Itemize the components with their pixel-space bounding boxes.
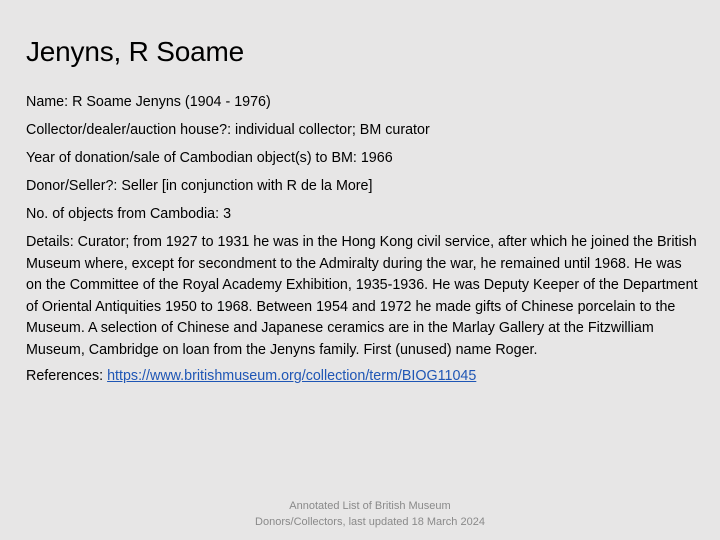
references-field	[26, 366, 698, 388]
donor-seller-value: Seller [in conjunction with R de la More]	[121, 178, 373, 194]
name-value: R Soame Jenyns (1904 - 1976)	[72, 94, 271, 110]
details-label: Details:	[26, 234, 74, 250]
donor-seller-field	[26, 176, 698, 198]
collector-type-field	[26, 120, 698, 142]
object-count-value: 3	[223, 206, 232, 222]
year-value: 1966	[360, 150, 393, 166]
details-field	[26, 232, 698, 361]
collector-type-value: individual collector; BM curator	[235, 122, 430, 138]
object-count-field	[26, 204, 698, 226]
collector-type-label: Collector/dealer/auction house?:	[26, 122, 232, 138]
footer-line-1: Annotated List of British Museum	[289, 500, 451, 512]
footer	[0, 498, 720, 530]
slide-body	[26, 92, 698, 394]
footer-line-2: Donors/Collectors, last updated 18 March 2024	[255, 516, 485, 528]
name-label: Name:	[26, 94, 69, 110]
details-value: Curator; from 1927 to 1931 he was in the Hong Kong civil service, after which he joined the British Museum where, except for secondment to the Admiralty during the war, he remained until 1968. He was on the Committee of the Royal Academy Exhibition, 1935-1936. He was Deputy Keeper of the Department of Oriental Antiquities 1950 to 1968. Between 1954 and 1972 he made gifts of Chinese porcelain to the Museum. A selection of Chinese and Japanese ceramics are in the Marlay Gallery at the Fitzwilliam Museum, Cambridge on loan from the Jenyns family. First (unused) name Roger.	[26, 234, 698, 358]
reference-link[interactable]: https://www.britishmuseum.org/collection/term/BIOG11045	[107, 368, 477, 384]
references-label: References:	[26, 368, 104, 384]
year-field	[26, 148, 698, 170]
donor-seller-label: Donor/Seller?:	[26, 178, 118, 194]
year-label: Year of donation/sale of Cambodian object(s) to BM:	[26, 150, 357, 166]
page-title: Jenyns, R Soame	[26, 36, 244, 67]
name-field	[26, 92, 698, 114]
object-count-label: No. of objects from Cambodia:	[26, 206, 220, 222]
